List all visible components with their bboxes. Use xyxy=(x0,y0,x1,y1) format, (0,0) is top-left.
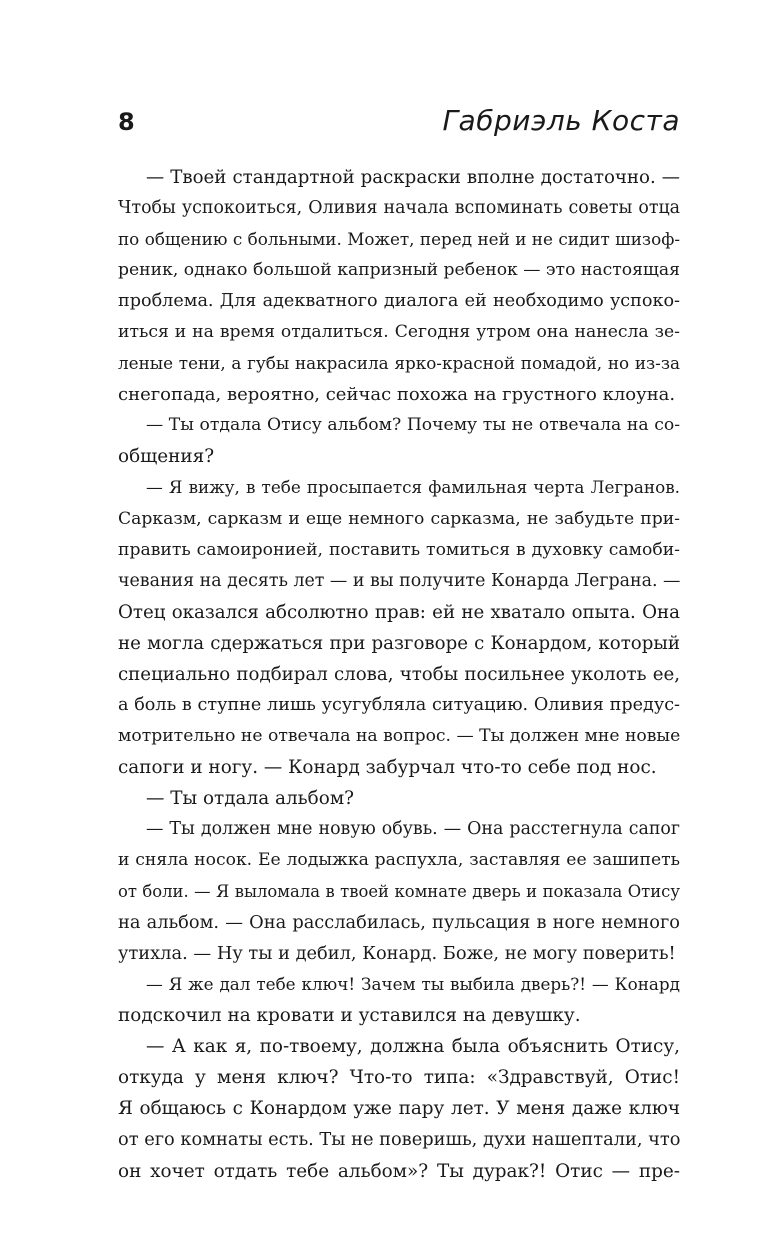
running-header xyxy=(118,104,680,148)
text-line: он хочет отдать тебе альбом»? Ты дурак?! Отис — пре- xyxy=(118,1160,680,1182)
text-line: — Твоей стандартной раскраски вполне достаточно. — xyxy=(146,167,680,188)
text-line: Сарказм, сарказм и еще немного сарказма, не забудьте при- xyxy=(118,508,680,529)
text-line: откуда у меня ключ? Что-то типа: «Здравствуй, Отис! xyxy=(118,1067,680,1089)
text-line: реник, однако большой капризный ребенок — это настоящая xyxy=(118,260,680,281)
text-line: специально подбирал слова, чтобы посильнее уколоть ее, xyxy=(118,663,680,685)
text-line: — Ты отдала Отису альбом? Почему ты не отвечала на со- xyxy=(146,415,680,436)
text-line: по общению с больными. Может, перед ней и не сидит шизоф- xyxy=(118,229,680,250)
text-line: проблема. Для адекватного диалога ей необходимо успоко- xyxy=(118,291,680,312)
text-line: Отец оказался абсолютно прав: ей не хватало опыта. Она xyxy=(118,601,680,623)
body-text xyxy=(118,162,680,1187)
text-line: править самоиронией, поставить томиться в духовку самоби- xyxy=(118,539,680,560)
text-line: не могла сдержаться при разговоре с Конардом, который xyxy=(118,632,680,654)
text-line: общения? xyxy=(118,446,215,468)
text-line: мотрительно не отвечала на вопрос. — Ты должен мне новые xyxy=(118,725,681,746)
text-line: и сняла носок. Ее лодыжка распухла, заставляя ее зашипеть xyxy=(118,850,680,871)
text-line: от его комнаты есть. Ты не поверишь, духи нашептали, что xyxy=(118,1129,681,1151)
text-line: Чтобы успокоиться, Оливия начала вспоминать советы отца xyxy=(118,198,680,219)
text-line: от боли. — Я выломала в твоей комнате дверь и показала Отису xyxy=(118,882,680,902)
text-line: подскочил на кровати и уставился на девушку. xyxy=(118,1005,581,1027)
text-line: снегопада, вероятно, сейчас похожа на грустного клоуна. xyxy=(118,384,676,406)
text-line: — Ты отдала альбом? xyxy=(146,787,354,809)
running-title: Габриэль Коста xyxy=(442,104,680,137)
text-line: на альбом. — Она расслабилась, пульсация в ноге немного xyxy=(118,912,680,934)
text-line: а боль в ступне лишь усугубляла ситуацию. Оливия предус- xyxy=(118,694,680,715)
text-line: — Я же дал тебе ключ! Зачем ты выбила дверь?! — Конард xyxy=(146,974,680,995)
text-line: сапоги и ногу. — Конард забурчал что-то себе под нос. xyxy=(118,756,657,778)
text-line: — Ты должен мне новую обувь. — Она расстегнула сапог xyxy=(146,818,680,839)
text-line: иться и на время отдалиться. Сегодня утром она нанесла зе- xyxy=(118,322,680,343)
text-line: Я общаюсь с Конардом уже пару лет. У меня даже ключ xyxy=(118,1098,680,1120)
page-number: 8 xyxy=(118,108,135,136)
text-line: — Я вижу, в тебе просыпается фамильная черта Легранов. xyxy=(146,477,680,498)
text-line: утихла. — Ну ты и дебил, Конард. Боже, не могу поверить! xyxy=(118,943,676,965)
text-line: чевания на десять лет — и вы получите Конарда Леграна. — xyxy=(118,570,681,591)
text-line: — А как я, по-твоему, должна была объяснить Отису, xyxy=(146,1036,680,1058)
text-line: леные тени, а губы накрасила ярко-красной помадой, но из-за xyxy=(118,353,680,374)
